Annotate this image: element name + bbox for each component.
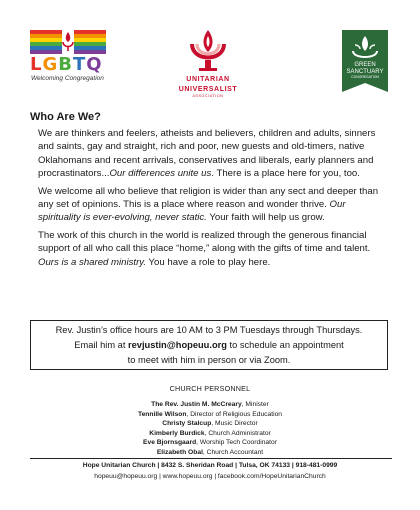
about-paragraph-3 [38, 229, 388, 269]
unitarian-universalist-association-logo [172, 28, 244, 96]
text: to schedule an appointment [226, 339, 344, 350]
uua-name-line2: UNIVERSALIST [178, 86, 238, 93]
staff-role: , Worship Tech Coordinator [196, 439, 277, 446]
text: We are thinkers and feelers, atheists and believers, children and adults, sinners and saints, gay and straight, rich and poor, new guests and old-timers, native Oklahomans and recent arrivals, conservatives and liberals, early planners and procrastinators... [38, 128, 376, 180]
uua-chalice-icon [186, 28, 230, 74]
lgbtq-letter: B [58, 54, 73, 75]
footer-address: Hope Unitarian Church | 8432 S. Sheridan Road | Tulsa, OK 74133 | 918-481-0999 [82, 462, 338, 469]
emphasis: Our spirituality is ever-evolving, never static. [38, 199, 346, 224]
section-title: Who Are We? [30, 111, 101, 123]
uua-name-line1: UNITARIAN [186, 76, 230, 83]
about-text [38, 127, 388, 273]
staff-name: Tennille Wilson [137, 410, 187, 418]
text: You have a role to play here. [146, 256, 271, 268]
text: The work of this church in the world is realized through the generous financial support of all who call this place “home,” along with the gifts of time and talent. [38, 229, 371, 255]
staff-name: Eve Bjornsgaard [143, 439, 197, 446]
lgbtq-letter: L [30, 54, 43, 75]
green-sanctuary-congregation-logo [342, 30, 388, 92]
staff-item [0, 438, 420, 448]
staff-name: The Rev. Justin M. McCreary [151, 401, 242, 408]
staff-role: , Music Director [211, 420, 258, 427]
email-link[interactable]: revjustin@hopeuu.org [127, 339, 227, 350]
about-paragraph-2 [38, 185, 388, 225]
chalice-flame-icon [60, 28, 76, 56]
logo-row [0, 28, 420, 96]
footer-divider [30, 458, 392, 459]
footer-links[interactable]: hopeuu@hopeuu.org | www.hopeuu.org | facebook.com/HopeUnitarianChurch [94, 473, 326, 480]
lgbtq-letter: Q [86, 54, 103, 75]
staff-item [0, 448, 420, 458]
about-paragraph-1 [38, 127, 388, 181]
lgbtq-wordmark [30, 55, 106, 75]
staff-role: , Minister [241, 401, 269, 408]
green-sanctuary-line2: SANCTUARY [346, 69, 384, 75]
text: Your faith will help us grow. [206, 212, 325, 224]
staff-item [0, 400, 420, 410]
text: We welcome all who believe that religion is wider than any sect and deeper than any set of opinions. This is a place where reason and wonder thrive. [38, 185, 379, 211]
office-hours-box [30, 320, 388, 370]
staff-name: Christy Stalcup [162, 420, 212, 427]
emphasis: Our differences unite us [109, 168, 212, 180]
staff-item [0, 410, 420, 420]
staff-role: , Church Accountant [202, 448, 264, 456]
personnel-heading: CHURCH PERSONNEL [169, 384, 251, 393]
office-hours-line: to meet with him in person or via Zoom. [127, 354, 291, 365]
green-sanctuary-line1: GREEN [354, 62, 376, 68]
staff-name: Elizabeth Obal [156, 448, 203, 456]
text: Email him at [74, 339, 128, 350]
lgbtq-letter: T [73, 54, 87, 75]
staff-role: , Church Administrator [204, 429, 271, 437]
uua-name-line3: ASSOCIATION [192, 94, 224, 98]
lgbtq-letter: G [42, 54, 59, 75]
staff-role: , Director of Religious Education [186, 410, 283, 418]
text: . There is a place here for you, too. [211, 168, 360, 180]
staff-list [0, 400, 420, 457]
welcoming-congregation-tagline: Welcoming Congregation [31, 75, 104, 82]
emphasis: Ours is a shared ministry. [38, 256, 147, 268]
lgbtq-welcoming-congregation-logo [30, 28, 106, 88]
staff-name: Kimberly Burdick [149, 429, 205, 437]
office-hours-line: Rev. Justin’s office hours are 10 AM to 3 PM Tuesdays through Thursdays. [55, 325, 363, 335]
staff-item [0, 419, 420, 429]
office-hours-email-line [31, 338, 387, 353]
staff-item [0, 429, 420, 439]
green-sanctuary-line3: CONGREGATION [351, 75, 379, 79]
